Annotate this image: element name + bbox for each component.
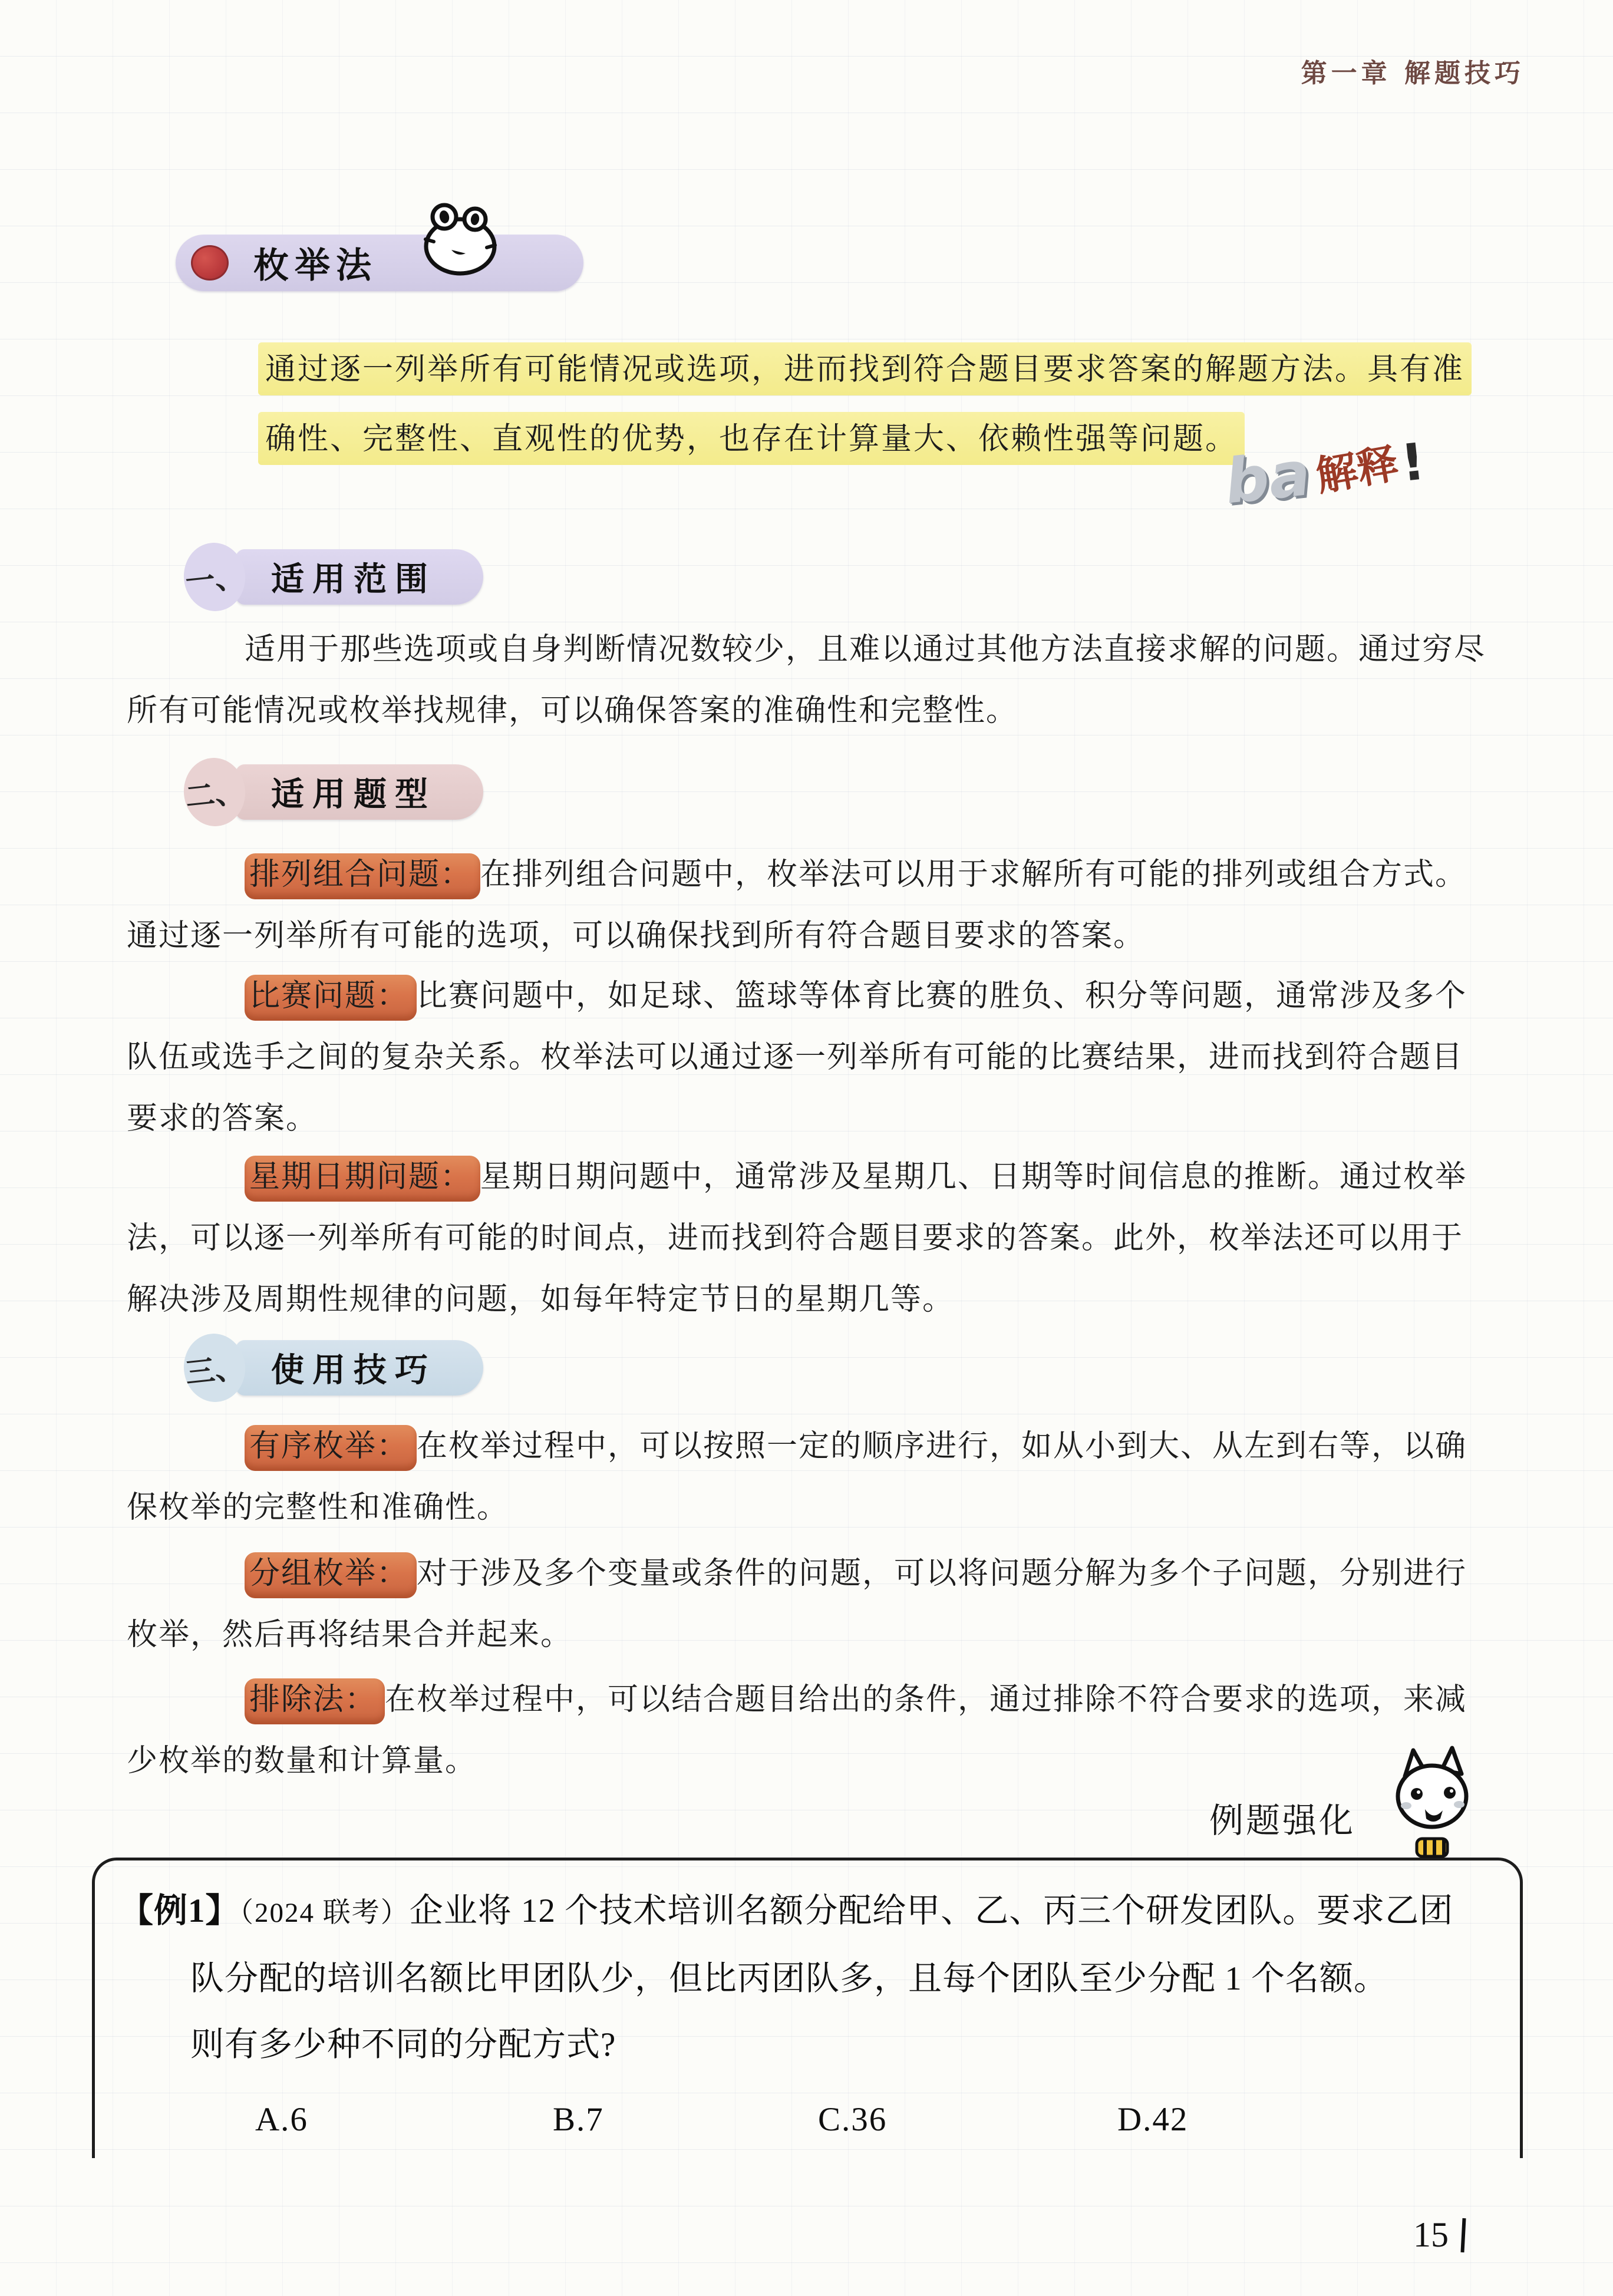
section-number-badge: 二、 (180, 755, 249, 829)
example-box (92, 1858, 1523, 2158)
page-title-pill (176, 235, 583, 291)
example-options (120, 2093, 1487, 2146)
explain-stamp (1221, 431, 1428, 518)
option-a: A.6 (255, 2101, 308, 2138)
stamp-exclamation: ! (1398, 432, 1428, 494)
section-heading-question-types (184, 757, 483, 827)
example-stem-text: 企业将 12 个技术培训名额分配给甲、乙、丙三个研发团队。要求乙团队分配的培训名额比甲团队少，但比丙团队多，且每个团队至少分配 1 个名额。 (190, 1892, 1454, 1997)
section-label-pill: 使用技巧 (236, 1340, 483, 1396)
option-c: C.36 (818, 2101, 888, 2138)
cat-doodle-icon (1386, 1746, 1480, 1872)
option-d: D.42 (1117, 2101, 1189, 2138)
section-number-badge: 三、 (180, 1331, 249, 1405)
page-title-block (176, 235, 624, 293)
paragraph-competition (127, 965, 1494, 1149)
paragraph-text: 在枚举过程中，可以结合题目给出的条件，通过排除不符合要求的选项，来减少枚举的数量和计算量。 (127, 1682, 1467, 1779)
stamp-label: 解释 (1312, 438, 1402, 501)
lead-highlight: 有序枚举： (245, 1425, 417, 1471)
example-source: （2024 联考） (239, 1898, 410, 1928)
page-number: 15 (1413, 2215, 1449, 2254)
option-b: B.7 (553, 2101, 604, 2138)
lead-highlight: 分组枚举： (245, 1552, 417, 1598)
paragraph-text: 星期日期问题中，通常涉及星期几、日期等时间信息的推断。通过枚举法，可以逐一列举所有可能的时间点，进而找到符合题目要求的答案。此外，枚举法还可以用于解决涉及周期性规律的问题，如每年特定节日的星期几等。 (127, 1159, 1467, 1317)
example-stem (120, 1878, 1487, 2012)
paragraph-grouped-enumeration (127, 1543, 1494, 1665)
paragraph-ordered-enumeration (127, 1416, 1494, 1538)
paragraph-text: 适用于那些选项或自身判断情况数较少，且难以通过其他方法直接求解的问题。通过穷尽所有可能情况或枚举找规律，可以确保答案的准确性和完整性。 (127, 632, 1486, 728)
page-number-divider (1460, 2218, 1466, 2252)
paragraph-permutation (127, 844, 1494, 966)
lead-highlight: 排列组合问题： (245, 853, 480, 899)
frog-doodle-icon (416, 198, 504, 278)
section-heading-scope (184, 542, 483, 612)
paragraph-text: 对于涉及多个变量或条件的问题，可以将问题分解为多个子问题，分别进行枚举，然后再将结果合并起来。 (127, 1556, 1467, 1652)
lead-highlight: 排除法： (245, 1678, 385, 1724)
paragraph-text: 在枚举过程中，可以按照一定的顺序进行，如从小到大、从左到右等，以确保枚举的完整性和准确性。 (127, 1429, 1467, 1525)
example-question: 则有多少种不同的分配方式? (190, 2026, 616, 2063)
lead-highlight: 比赛问题： (245, 975, 417, 1021)
chapter-header: 第一章 解题技巧 (1301, 58, 1525, 88)
example-strip-label: 例题强化 (1209, 1800, 1356, 1840)
page-title: 枚举法 (253, 245, 377, 286)
paragraph-weekday-date (127, 1146, 1494, 1330)
section-heading-techniques (184, 1333, 483, 1403)
page-footer (1413, 2215, 1465, 2255)
section-label-pill: 适用题型 (236, 764, 483, 820)
example-tag: 【例1】 (120, 1892, 240, 1929)
section-number-badge: 一、 (180, 540, 249, 614)
paragraph-scope (127, 619, 1494, 741)
paragraph-text: 比赛问题中，如足球、篮球等体育比赛的胜负、积分等问题，通常涉及多个队伍或选手之间的复杂关系。枚举法可以通过逐一列举所有可能的比赛结果，进而找到符合题目要求的答案。 (127, 978, 1467, 1136)
paragraph-elimination (127, 1669, 1494, 1792)
section-label-pill: 适用范围 (236, 549, 483, 605)
intro-highlight: 通过逐一列举所有可能情况或选项，进而找到符合题目要求答案的解题方法。具有准确性、完整性、直观性的优势，也存在计算量大、依赖性强等问题。 (258, 342, 1472, 465)
red-dot-icon (191, 245, 229, 281)
stamp-letters: ba (1221, 437, 1314, 518)
lead-highlight: 星期日期问题： (245, 1156, 480, 1202)
paragraph-text: 在排列组合问题中，枚举法可以用于求解所有可能的排列或组合方式。通过逐一列举所有可能的选项，可以确保找到所有符合题目要求的答案。 (127, 857, 1467, 954)
